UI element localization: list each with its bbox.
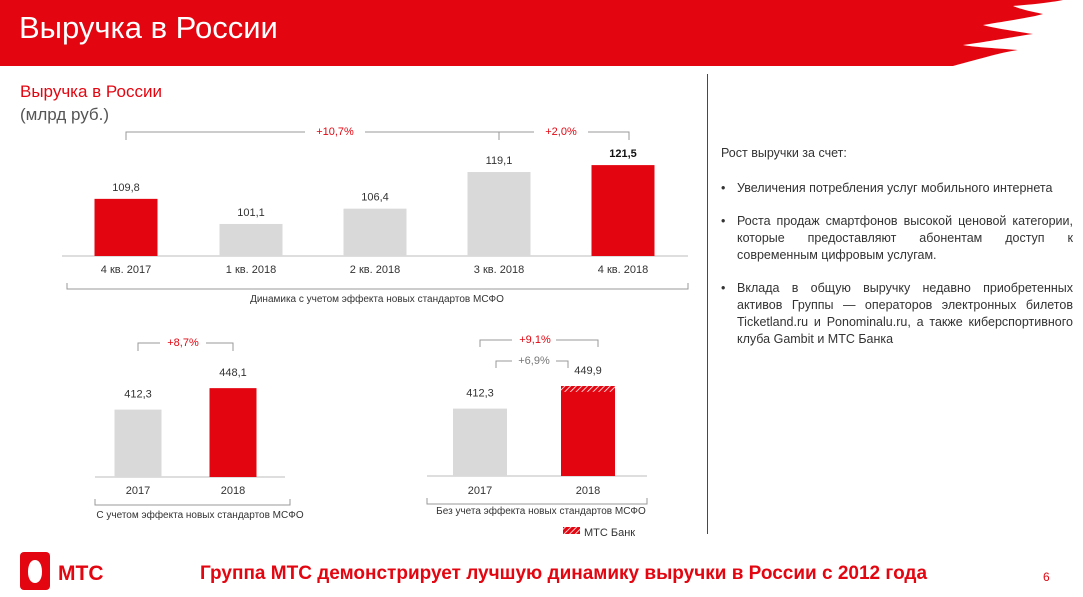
bar-value-label: 106,4: [361, 191, 389, 204]
category-label: 4 кв. 2017: [100, 264, 152, 276]
chart-caption: Динамика с учетом эффекта новых стандартов МСФО: [250, 294, 504, 305]
bullet-text: Увеличения потребления услуг мобильного интернета: [737, 181, 1053, 195]
bar-value-label: 109,8: [112, 181, 140, 194]
category-label: 2018: [575, 485, 601, 497]
mts-logo: [20, 552, 130, 592]
growth-annotation: +10,7%: [316, 126, 354, 138]
growth-annotation: +8,7%: [167, 337, 199, 349]
bank-segment: [561, 386, 615, 392]
growth-annotation: +9,1%: [519, 334, 551, 346]
bar-value-label: 448,1: [219, 367, 247, 380]
legend-label: МТС Банк: [584, 527, 636, 539]
section-title: Выручка в России: [20, 82, 162, 101]
bar-value-label: 412,3: [466, 387, 494, 400]
bar-value-label: 101,1: [237, 206, 265, 219]
section-subtitle: (млрд руб.): [20, 105, 110, 124]
bullet-mark: •: [721, 214, 726, 228]
growth-annotation-excl-bank: +6,9%: [518, 355, 550, 367]
bullet-mark: •: [721, 281, 726, 295]
bar: [561, 386, 615, 476]
category-label: 1 кв. 2018: [225, 264, 277, 276]
bar-value-label: 412,3: [124, 388, 152, 401]
bullet-text: Роста продаж смартфонов высокой ценовой категории, которые предоставляют абонентам доступ к современным цифровым услугам.: [737, 214, 1073, 262]
page-number: 6: [1043, 570, 1050, 584]
bullet-item: [721, 280, 1073, 348]
caption-bracket: [427, 498, 647, 504]
chart-caption: Без учета эффекта новых стандартов МСФО: [436, 506, 646, 517]
category-label: 4 кв. 2018: [597, 264, 649, 276]
legend-swatch: [563, 527, 580, 534]
logo-text: МТС: [58, 562, 104, 585]
brush-stroke-decoration: [923, 0, 1083, 66]
bullet-item: [721, 213, 1073, 264]
vertical-divider: [707, 74, 708, 534]
category-label: 2017: [125, 485, 151, 497]
category-label: 2 кв. 2018: [349, 264, 401, 276]
chart-caption: С учетом эффекта новых стандартов МСФО: [96, 510, 304, 521]
bullet-text: Вклада в общую выручку недавно приобретенных активов Группы — операторов электронных билетов Ticketland.ru и Ponominalu.ru, а также киберспортивного клуба Gambit и МТС Банка: [737, 281, 1073, 346]
bar-value-label: 121,5: [609, 148, 637, 161]
bullet-item: [721, 180, 1073, 197]
page-title: Выручка в России: [19, 10, 278, 45]
footer-message: Группа МТС демонстрирует лучшую динамику выручки в России с 2012 года: [200, 563, 928, 584]
growth-drivers-panel: [721, 146, 1073, 364]
growth-annotation: +2,0%: [545, 126, 577, 138]
bullet-mark: •: [721, 181, 726, 195]
category-label: 3 кв. 2018: [473, 264, 525, 276]
growth-drivers-intro: Рост выручки за счет:: [721, 146, 847, 160]
category-label: 2017: [467, 485, 493, 497]
bar-value-label: 119,1: [485, 155, 513, 168]
category-label: 2018: [220, 485, 246, 497]
bar: [453, 409, 507, 476]
bar-value-label: 449,9: [574, 365, 602, 378]
